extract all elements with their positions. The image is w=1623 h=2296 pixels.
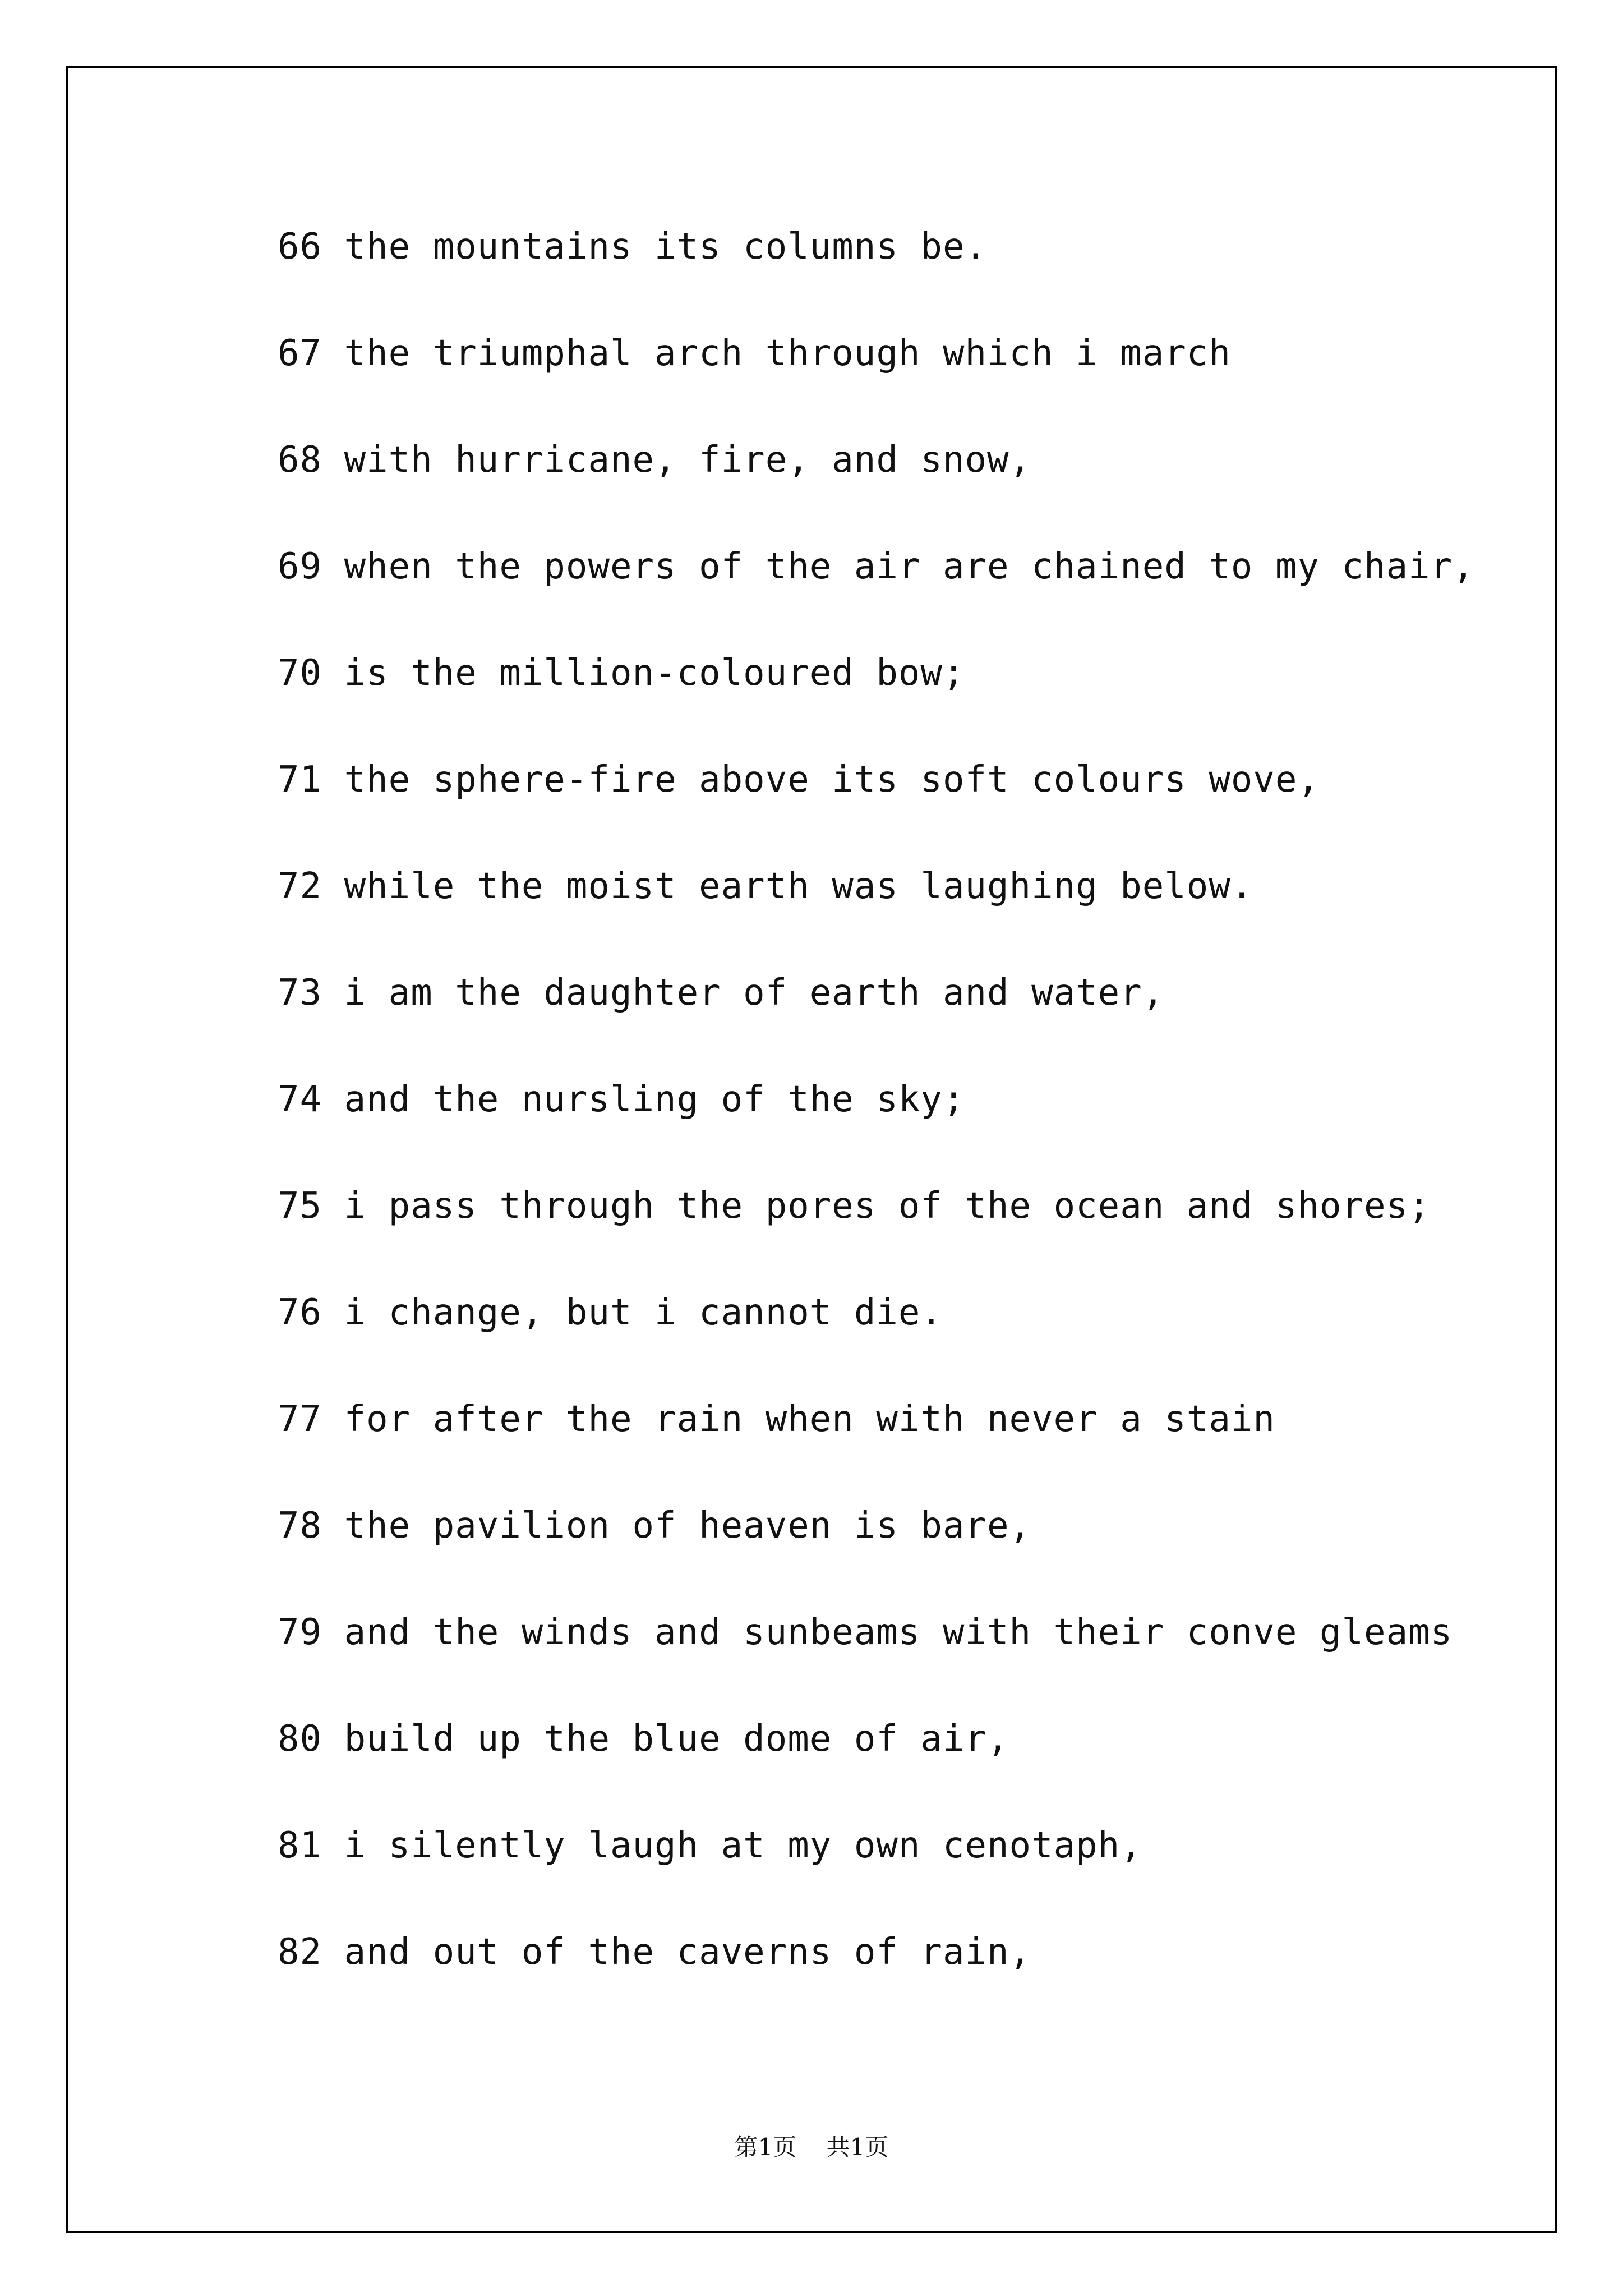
text-line: 82 and out of the caverns of rain, [278, 1931, 1032, 1973]
text-line: 74 and the nursling of the sky; [278, 1079, 965, 1120]
text-line: 67 the triumphal arch through which i march [278, 333, 1231, 374]
page-number-current: 第1页 [734, 2133, 797, 2161]
text-line: 80 build up the blue dome of air, [278, 1718, 1009, 1760]
text-line: 78 the pavilion of heaven is bare, [278, 1505, 1032, 1547]
text-line: 66 the mountains its columns be. [278, 226, 987, 268]
text-line: 70 is the million-coloured bow; [278, 652, 965, 694]
text-line: 75 i pass through the pores of the ocean and shores; [278, 1185, 1431, 1227]
text-line: 76 i change, but i cannot die. [278, 1292, 943, 1333]
text-line: 69 when the powers of the air are chained to my chair, [278, 546, 1475, 587]
page-number-total: 共1页 [826, 2133, 889, 2161]
text-line: 72 while the moist earth was laughing below. [278, 866, 1253, 907]
page-footer [0, 2129, 1623, 2162]
text-line: 81 i silently laugh at my own cenotaph, [278, 1825, 1142, 1866]
text-line: 77 for after the rain when with never a stain [278, 1398, 1275, 1440]
text-line: 79 and the winds and sunbeams with their conve gleams [278, 1612, 1453, 1653]
text-line: 73 i am the daughter of earth and water, [278, 972, 1165, 1014]
text-line: 71 the sphere-fire above its soft colours wove, [278, 759, 1320, 800]
text-line: 68 with hurricane, fire, and snow, [278, 439, 1032, 481]
page-border [66, 66, 1557, 2233]
